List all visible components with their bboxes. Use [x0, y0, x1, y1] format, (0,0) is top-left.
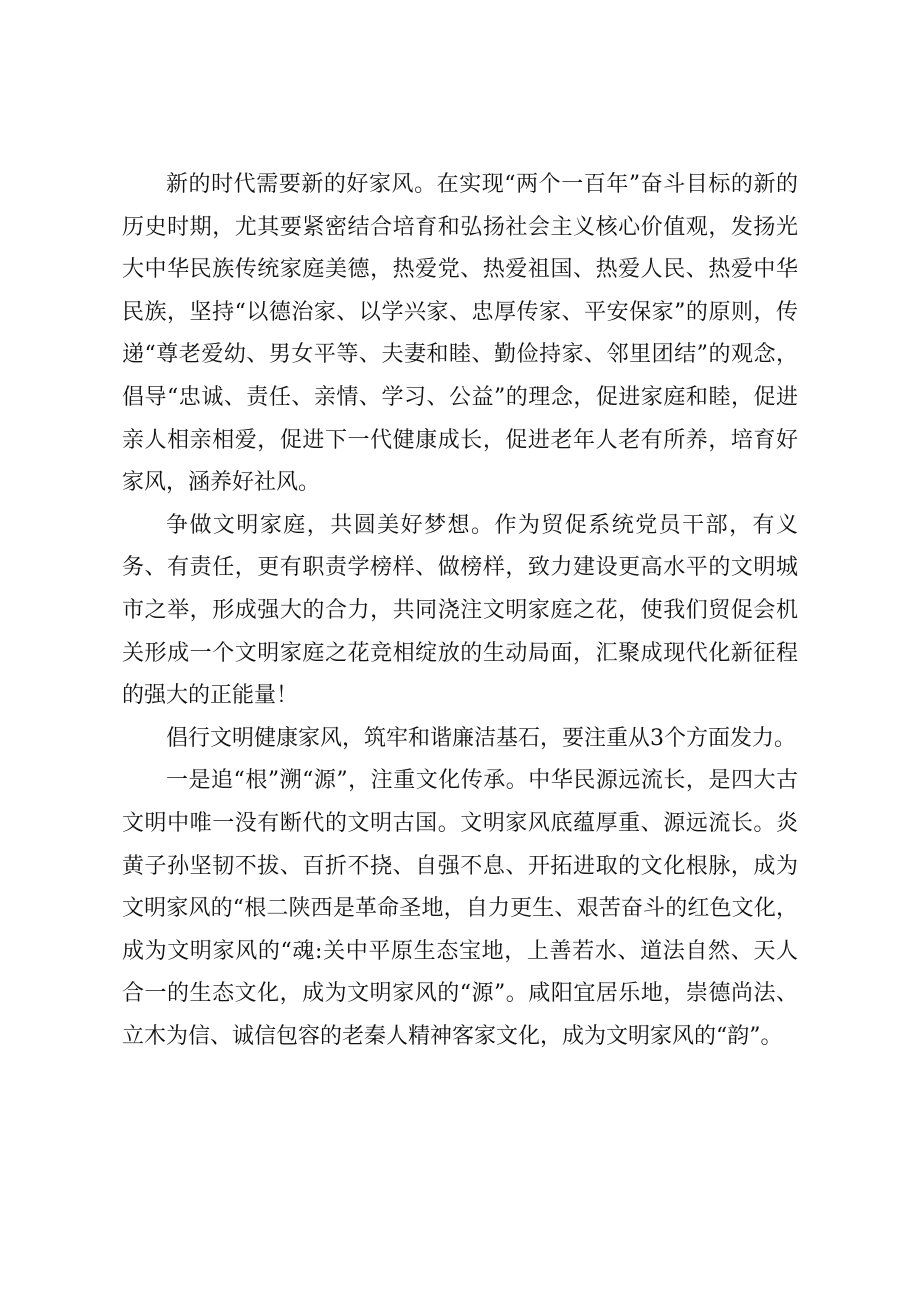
paragraph-family-values: 新的时代需要新的好家风。在实现“两个一百年”奋斗目标的新的历史时期，尤其要紧密结合培育和弘扬社会主义核心价值观，发扬光大中华民族传统家庭美德，热爱党、热爱祖国、热爱人民、热爱中华民族，坚持“以德治家、以学兴家、忠厚传家、平安保家”的原则，传递“尊老爱幼、男女平等、夫妻和睦、勤俭持家、邻里团结”的观念，倡导“忠诚、责任、亲情、学习、公益”的理念，促进家庭和睦，促进亲人相亲相爱，促进下一代健康成长，促进老年人老有所养，培育好家风，涵养好社风。 — [122, 172, 798, 496]
document-body — [122, 164, 798, 1058]
paragraph-three-aspects: 倡行文明健康家风，筑牢和谐廉洁基石，要注重从3个方面发力。 — [166, 725, 796, 751]
paragraph-civilized-family: 争做文明家庭，共圆美好梦想。作为贸促系统党员干部，有义务、有责任，更有职责学榜样、做榜样，致力建设更高水平的文明城市之举，形成强大的合力，共同浇注文明家庭之花，使我们贸促会机关形成一个文明家庭之花竞相绽放的生动局面，汇聚成现代化新征程的强大的正能量！ — [122, 512, 798, 709]
paragraph-cultural-heritage: 一是追“根”溯“源”，注重文化传承。中华民源远流长，是四大古文明中唯一没有断代的文明古国。文明家风底蕴厚重、源远流长。炎黄子孙坚韧不拔、百折不挠、自强不息、开拓进取的文化根脉，成为文明家风的“根二陕西是革命圣地，自力更生、艰苦奋斗的红色文化，成为文明家风的“魂:关中平原生态宝地，上善若水、道法自然、天人合一的生态文化，成为文明家风的“源”。咸阳宜居乐地，崇德尚法、立木为信、诚信包容的老秦人精神客家文化，成为文明家风的“韵”。 — [122, 768, 798, 1049]
